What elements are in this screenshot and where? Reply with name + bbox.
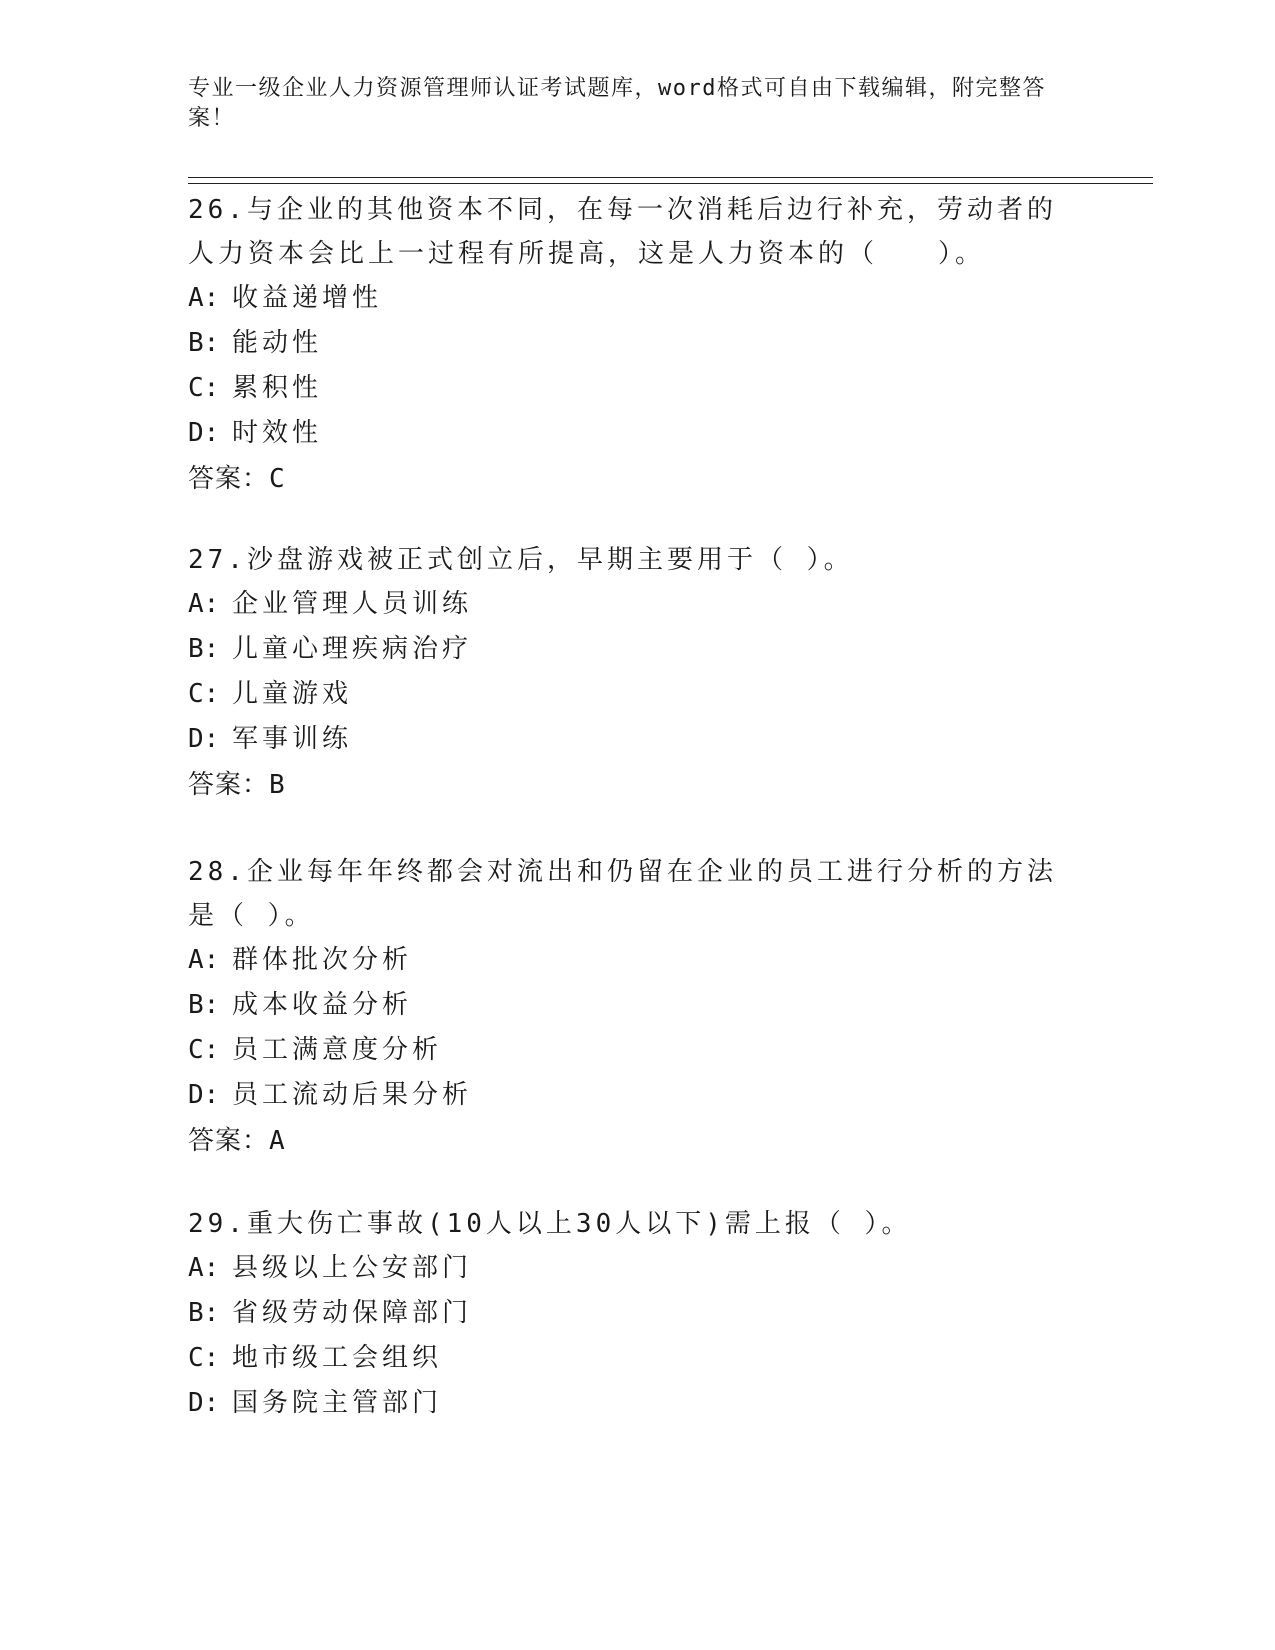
option-key: D:	[188, 418, 220, 448]
option-key: A:	[188, 589, 220, 619]
option-text: 省级劳动保障部门	[232, 1298, 473, 1328]
option-text: 能动性	[232, 328, 323, 358]
option-text: 地市级工会组织	[232, 1343, 443, 1373]
option-key: C:	[188, 1035, 220, 1065]
option-d	[188, 717, 1068, 762]
option-key: B:	[188, 634, 220, 664]
option-key: C:	[188, 373, 220, 403]
answer-label: 答案：	[188, 464, 270, 494]
option-text: 军事训练	[232, 724, 353, 754]
option-d	[188, 1073, 1068, 1118]
option-text: 员工满意度分析	[232, 1035, 443, 1065]
option-d	[188, 1381, 1068, 1426]
option-key: A:	[188, 945, 220, 975]
option-text: 儿童心理疾病治疗	[232, 634, 473, 664]
option-c	[188, 366, 1068, 411]
question-29	[188, 1202, 1068, 1426]
question-27	[188, 538, 1068, 808]
answer-value: B	[269, 770, 286, 800]
document-header: 专业一级企业人力资源管理师认证考试题库，word格式可自由下载编辑，附完整答案！	[188, 76, 1046, 131]
option-a	[188, 582, 1068, 627]
option-a	[188, 1246, 1068, 1291]
question-26	[188, 188, 1068, 502]
option-b	[188, 1291, 1068, 1336]
option-text: 企业管理人员训练	[232, 589, 473, 619]
question-stem: 28.企业每年年终都会对流出和仍留在企业的员工进行分析的方法是（ ）。	[188, 857, 1057, 931]
answer-value: C	[269, 464, 286, 494]
option-key: C:	[188, 1343, 220, 1373]
option-key: B:	[188, 1298, 220, 1328]
answer-label: 答案：	[188, 1126, 270, 1156]
question-28	[188, 850, 1068, 1164]
option-text: 群体批次分析	[232, 945, 413, 975]
option-key: D:	[188, 724, 220, 754]
option-key: B:	[188, 990, 220, 1020]
option-key: A:	[188, 283, 220, 313]
question-stem: 27.沙盘游戏被正式创立后，早期主要用于（ ）。	[188, 545, 854, 575]
answer-line	[188, 456, 1068, 502]
answer-label: 答案：	[188, 770, 270, 800]
option-c	[188, 1336, 1068, 1381]
option-text: 收益递增性	[232, 283, 383, 313]
option-key: D:	[188, 1388, 220, 1418]
question-stem: 29.重大伤亡事故(10人以上30人以下)需上报（ ）。	[188, 1209, 912, 1239]
option-d	[188, 411, 1068, 456]
option-b	[188, 321, 1068, 366]
option-key: B:	[188, 328, 220, 358]
option-text: 县级以上公安部门	[232, 1253, 473, 1283]
option-key: D:	[188, 1080, 220, 1110]
question-stem: 26.与企业的其他资本不同，在每一次消耗后边行补充，劳动者的人力资本会比上一过程有所提高，这是人力资本的（ ）。	[188, 195, 1057, 269]
header-divider-bottom	[188, 183, 1153, 184]
option-key: A:	[188, 1253, 220, 1283]
option-text: 时效性	[232, 418, 323, 448]
option-a	[188, 938, 1068, 983]
answer-line	[188, 1118, 1068, 1164]
option-text: 成本收益分析	[232, 990, 413, 1020]
option-text: 儿童游戏	[232, 679, 353, 709]
option-text: 员工流动后果分析	[232, 1080, 473, 1110]
answer-line	[188, 762, 1068, 808]
option-c	[188, 1028, 1068, 1073]
option-text: 累积性	[232, 373, 323, 403]
option-key: C:	[188, 679, 220, 709]
option-text: 国务院主管部门	[232, 1388, 443, 1418]
option-c	[188, 672, 1068, 717]
option-a	[188, 276, 1068, 321]
option-b	[188, 627, 1068, 672]
answer-value: A	[269, 1126, 286, 1156]
header-divider-top	[188, 177, 1153, 178]
option-b	[188, 983, 1068, 1028]
